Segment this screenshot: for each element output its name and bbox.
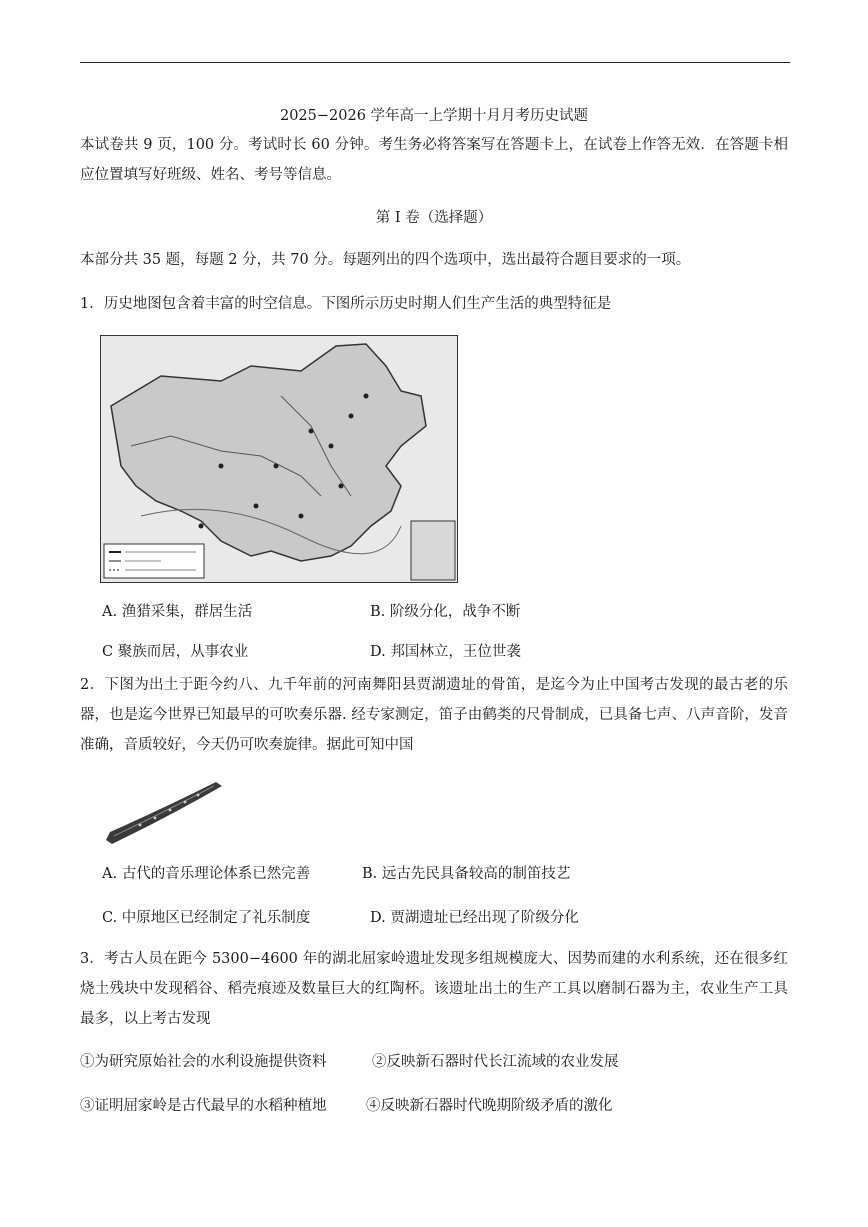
question-2-option-c: C. 中原地区已经制定了礼乐制度 [102,910,311,926]
question-1-option-d: D. 邦国林立，王位世袭 [370,644,521,660]
bone-flute-icon [100,770,230,850]
section-instructions: 本部分共 35 题，每题 2 分，共 70 分。每题列出的四个选项中，选出最符合题目要求的一项。 [80,252,691,268]
exam-title: 2025−2026 学年高一上学期十月月考历史试题 [279,108,589,124]
question-1-option-a: A. 渔猎采集，群居生活 [102,604,253,620]
question-1-option-c: C 聚族而居，从事农业 [102,644,249,660]
question-3-statement-3: ③证明屈家岭是古代最早的水稻种植地 [80,1098,327,1114]
china-map-icon [101,336,457,582]
question-3-statement-2: ②反映新石器时代长江流域的农业发展 [372,1054,619,1070]
question-2-option-a: A. 古代的音乐理论体系已然完善 [102,866,311,882]
section-title: 第 I 卷（选择题） [375,210,493,226]
question-2-option-b: B. 远古先民具备较高的制笛技艺 [362,866,571,882]
question-3-stem: 3．考古人员在距今 5300−4600 年的湖北屈家岭遗址发现多组规模庞大、因势而建的水利系统，还在很多红烧土残块中发现稻谷、稻壳痕迹及数量巨大的红陶杯。该遗址出土的生产工具以磨制石器为主，农业生产工具最多，以上考古发现 [80,951,788,1027]
question-1-option-b: B. 阶级分化，战争不断 [370,604,521,620]
question-2-bone-flute-figure [100,770,230,850]
header-rule [80,62,790,63]
question-3-statement-1: ①为研究原始社会的水利设施提供资料 [80,1054,327,1070]
question-1-map-figure [100,335,458,583]
exam-intro: 本试卷共 9 页，100 分。考试时长 60 分钟。考生务必将答案写在答题卡上，在试卷上作答无效．在答题卡相应位置填写好班级、姓名、考号等信息。 [80,137,788,183]
question-2-stem: 2．下图为出土于距今约八、九千年前的河南舞阳县贾湖遗址的骨笛，是迄今为止中国考古发现的最古老的乐器，也是迄今世界已知最早的可吹奏乐器. 经专家测定，笛子由鹤类的尺骨制成，已具备七声、八声音阶，发音准确，音质较好，今天仍可吹奏旋律。据此可知中国 [80,677,788,753]
question-2-option-d: D. 贾湖遗址已经出现了阶级分化 [370,910,579,926]
question-1-stem: 1．历史地图包含着丰富的时空信息。下图所示历史时期人们生产生活的典型特征是 [80,296,612,312]
question-3-statement-4: ④反映新石器时代晚期阶级矛盾的激化 [366,1098,613,1114]
